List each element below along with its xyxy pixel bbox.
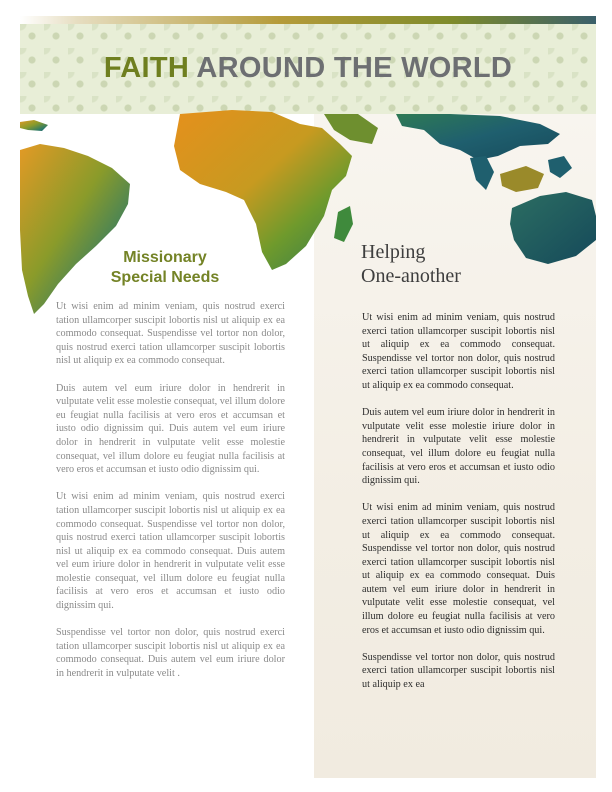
left-paragraph: Duis autem vel eum iriure dolor in hendrerit in vulputate velit esse molestie consequat, vel illum dolore eu feugiat nulla facilisis at vero eros et accumsan et iusto odio dignissim qui. Duis autem vel eum iriure dolor in hendrerit in vulputate velit esse molestie consequat, vel illum dolore eu feugiat nulla facilisis at vero eros et accumsan et iusto odio dignissim qui. xyxy=(56,382,285,476)
right-paragraph: Ut wisi enim ad minim veniam, quis nostrud exerci tation ullamcorper suscipit lobortis nisl ut aliquip ex ea commodo consequat. Suspendisse vel tortor non dolor, quis nostrud exerci tation ullamcorper suscipit lobortis nisl ut aliquip ex ea commodo consequat. Duis autem vel eum iriure dolor in hendrerit in vulputate velit esse molestie consequat, vel illum dolore eu feugiat nulla facilisis at vero eros et accumsan et iusto odio dignissim qui. xyxy=(362,502,555,636)
right-paragraph: Suspendisse vel tortor non dolor, quis nostrud exerci tation ullamcorper suscipit lobortis nisl ut aliquip ex ea xyxy=(362,651,555,691)
left-paragraph: Suspendisse vel tortor non dolor, quis nostrud exerci tation ullamcorper suscipit lobortis nisl ut aliquip ex ea commodo consequat. Duis autem vel eum iriure dolor in hendrerit in vulputate velit . xyxy=(56,627,285,680)
missionary-heading-line1: Missionary xyxy=(123,249,207,266)
africa-shape xyxy=(174,110,352,270)
page-title-faith: FAITH xyxy=(103,52,190,84)
caribbean-shape xyxy=(20,120,48,131)
missionary-needs-heading xyxy=(90,248,240,288)
madagascar-shape xyxy=(334,206,353,242)
right-paragraph: Duis autem vel eum iriure dolor in hendrerit in vulputate velit esse molestie iriure dolor in hendrerit in vulputate velit esse molestie consequat, vel illum dolore eu feugiat nulla facilisis at vero eros et accumsan et iusto odio dignissim qui. xyxy=(362,407,555,487)
indochina-shape xyxy=(470,156,494,190)
asia-shape xyxy=(396,114,560,160)
philippines-shape xyxy=(548,156,572,178)
page-title-around-the-world: AROUND THE WORLD xyxy=(196,52,513,84)
missionary-heading-line2: Special Needs xyxy=(110,269,220,286)
left-paragraph: Ut wisi enim ad minim veniam, quis nostrud exerci tation ullamcorper suscipit lobortis nisl ut aliquip ex ea commodo consequat. Suspendisse vel tortor non dolor, quis nostrud exerci tation ullamcorper suscipit lobortis nisl ut aliquip ex ea commodo consequat. Duis autem vel eum iriure dolor in hendrerit in vulputate velit esse molestie consequat, vel illum dolore eu feugiat nulla facilisis at vero eros et accumsan et iusto odio dignissim qui. xyxy=(56,491,285,612)
south-america-shape xyxy=(20,144,130,314)
indonesia-shape xyxy=(500,166,544,192)
page-title xyxy=(20,52,596,85)
helping-heading xyxy=(361,240,561,288)
right-body-column xyxy=(362,311,555,705)
right-paragraph: Ut wisi enim ad minim veniam, quis nostrud exerci tation ullamcorper suscipit lobortis nisl ut aliquip ex ea commodo consequat. Suspendisse vel tortor non dolor, quis nostrud exerci tation ullamcorper suscipit lobortis nisl ut aliquip ex ea commodo consequat. xyxy=(362,312,555,391)
left-paragraph: Ut wisi enim ad minim veniam, quis nostrud exerci tation ullamcorper suscipit lobortis nisl ut aliquip ex ea commodo consequat. Suspendisse vel tortor non dolor, quis nostrud exerci tation ullamcorper suscipit lobortis nisl ut aliquip ex ea commodo consequat. xyxy=(56,301,285,367)
left-body-column xyxy=(56,300,285,694)
helping-heading-line1: Helping xyxy=(361,241,426,263)
helping-heading-line2: One-another xyxy=(361,265,461,287)
